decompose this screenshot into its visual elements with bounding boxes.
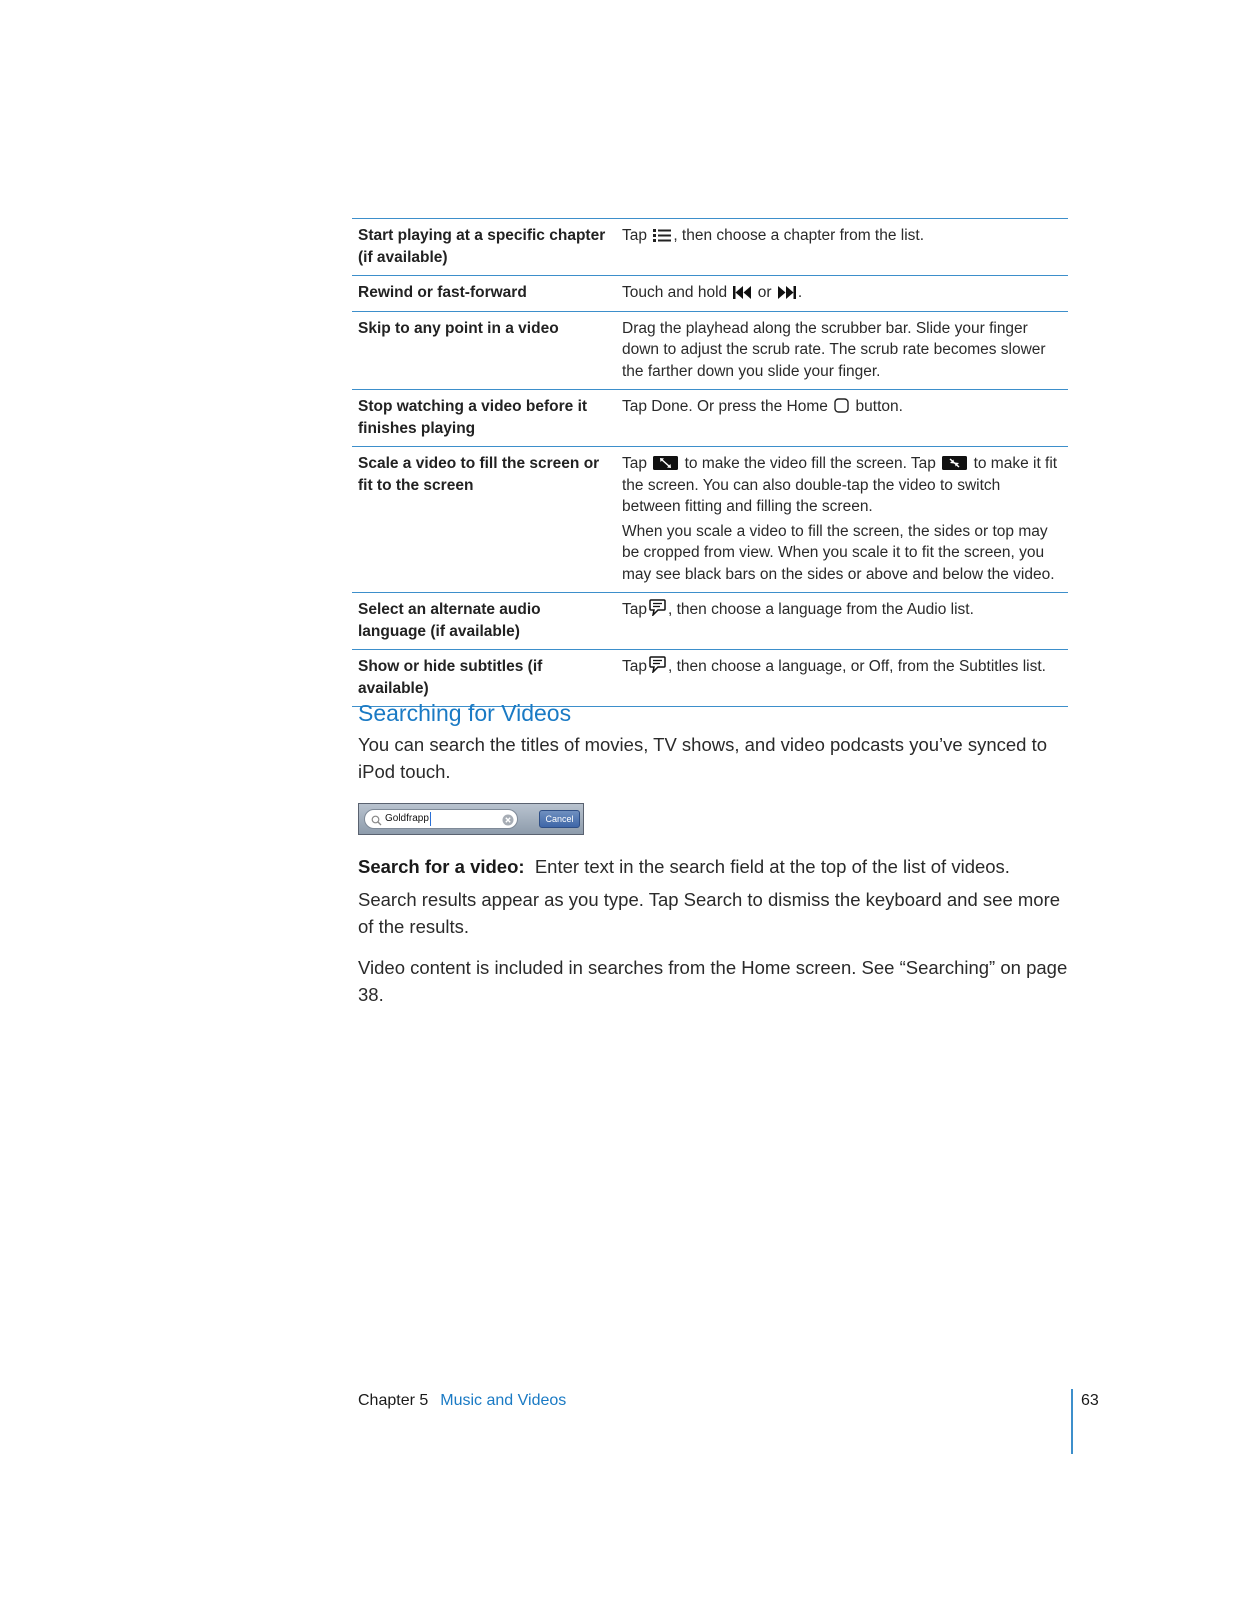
desc-text: , then choose a language, or Off, from the Subtitles list.	[668, 658, 1046, 675]
table-row	[352, 447, 1068, 593]
row-description	[616, 318, 1068, 383]
table-row	[352, 650, 1068, 707]
desc-text: Touch and hold	[622, 284, 728, 301]
desc-text: , then choose a chapter from the list.	[673, 227, 925, 244]
row-action: Show or hide subtitles (if available)	[358, 658, 543, 697]
search-instruction	[358, 853, 1070, 880]
row-description	[616, 282, 1068, 304]
footer-divider	[1071, 1389, 1073, 1454]
row-description	[616, 599, 1068, 642]
fast-forward-icon	[778, 286, 796, 299]
desc-text: to make the video fill the screen. Tap	[684, 455, 936, 472]
chapter-list-icon	[653, 229, 671, 242]
page-number: 63	[1081, 1392, 1099, 1409]
chapter-label: Chapter 5	[358, 1392, 429, 1409]
desc-text: , then choose a language from the Audio list.	[668, 601, 974, 618]
table-row	[352, 390, 1068, 447]
desc-text: or	[757, 284, 772, 301]
row-action: Skip to any point in a video	[358, 319, 559, 337]
search-value: Goldfrapp	[385, 813, 429, 824]
search-input[interactable]	[364, 809, 518, 829]
body-paragraph: Video content is included in searches from the Home screen. See “Searching” on page 38.	[358, 957, 1068, 1005]
home-button-icon	[834, 398, 849, 413]
table-row	[352, 219, 1068, 276]
clear-icon[interactable]	[502, 813, 514, 831]
section-heading: Searching for Videos	[358, 700, 572, 726]
body-paragraph: Search results appear as you type. Tap Search to dismiss the keyboard and see more of the results.	[358, 889, 1061, 937]
section-intro: You can search the titles of movies, TV shows, and video podcasts you’ve synced to iPod touch.	[358, 734, 1047, 782]
desc-text: .	[797, 284, 803, 301]
footer-chapter	[358, 1392, 566, 1410]
row-action: Select an alternate audio language (if available)	[358, 601, 541, 640]
row-description	[616, 225, 1068, 268]
desc-text: Tap	[622, 658, 647, 675]
desc-text: button.	[855, 398, 903, 415]
desc-text: Tap	[622, 455, 647, 472]
desc-text: Tap	[622, 601, 647, 618]
desc-text: Tap Done. Or press the Home	[622, 398, 828, 415]
rewind-icon	[733, 286, 751, 299]
fit-screen-icon	[942, 456, 967, 470]
feature-table	[352, 218, 1068, 707]
desc-text: to make it fit the screen. You can also double-tap the video to switch between fitting and filling the screen.	[622, 455, 1058, 515]
row-action: Stop watching a video before it finishes playing	[358, 398, 588, 437]
instruction-text: Enter text in the search field at the top of the list of videos.	[534, 856, 1010, 877]
search-bar-figure	[358, 803, 584, 835]
desc-text: Tap	[622, 227, 647, 244]
row-action: Rewind or fast-forward	[358, 284, 527, 301]
desc-paragraph: When you scale a video to fill the screen, the sides or top may be cropped from view. When you scale it to fit the screen, you may see black bars on the sides or above and below the video.	[622, 522, 1055, 583]
row-action: Scale a video to fill the screen or fit to the screen	[358, 455, 600, 494]
fill-screen-icon	[653, 456, 678, 470]
desc-text: Drag the playhead along the scrubber bar. Slide your finger down to adjust the scrub rate. The scrub rate becomes slower the farther down you slide your finger.	[622, 319, 1046, 380]
cancel-button[interactable]: Cancel	[539, 810, 580, 828]
row-description	[616, 656, 1068, 699]
desc-paragraph	[622, 453, 1062, 518]
row-description	[616, 453, 1068, 585]
row-action: Start playing at a specific chapter (if available)	[358, 227, 606, 266]
speech-bubble-icon	[649, 599, 666, 616]
row-description	[616, 396, 1068, 439]
table-row	[352, 593, 1068, 650]
chapter-title-link[interactable]: Music and Videos	[440, 1392, 567, 1409]
table-row	[352, 276, 1068, 312]
search-icon	[371, 813, 382, 831]
speech-bubble-icon	[649, 656, 666, 673]
instruction-lead: Search for a video:	[358, 856, 525, 877]
table-row	[352, 312, 1068, 391]
